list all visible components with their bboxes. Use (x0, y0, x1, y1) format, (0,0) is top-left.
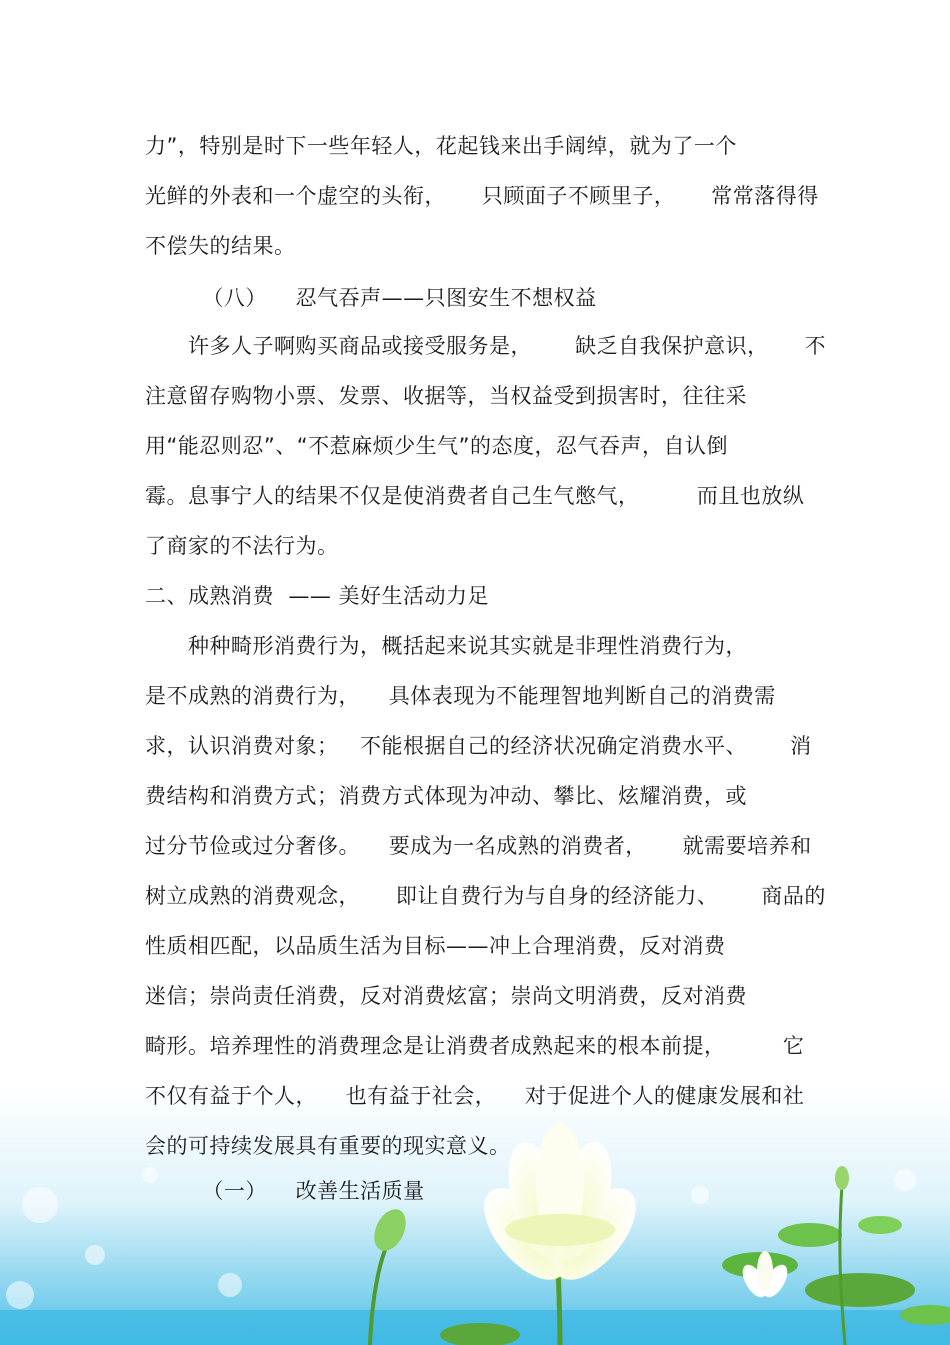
text-line: 过分节俭或过分奢侈。 要成为一名成熟的消费者， 就需要培养和 (145, 834, 812, 858)
text-line: 光鲜的外表和一个虚空的头衔， 只顾面子不顾里子， 常常落得得 (145, 184, 819, 208)
text-line: 性质相匹配，以品质生活为目标——冲上合理消费，反对消费 (145, 934, 726, 958)
section-heading-1: （一） 改善生活质量 (145, 1179, 425, 1203)
text-line: 注意留存购物小票、发票、收据等，当权益受到损害时，往往采 (145, 384, 747, 408)
text-line: 许多人子啊购买商品或接受服务是， 缺乏自我保护意识， 不 (145, 334, 826, 358)
text-line: 求，认识消费对象； 不能根据自己的经济状况确定消费水平、 消 (145, 734, 812, 758)
text-line: 不偿失的结果。 (145, 234, 296, 258)
text-line: 会的可持续发展具有重要的现实意义。 (145, 1134, 511, 1158)
text-line: 树立成熟的消费观念， 即让自费行为与自身的经济能力、 商品的 (145, 884, 826, 908)
text-line: 是不成熟的消费行为， 具体表现为不能理智地判断自己的消费需 (145, 684, 776, 708)
section-heading-8: （八） 忍气吞声——只图安生不想权益 (145, 286, 597, 310)
text-line: 用“能忍则忍”、“不惹麻烦少生气”的态度，忍气吞声，自认倒 (145, 434, 729, 458)
text-line: 不仅有益于个人， 也有益于社会， 对于促进个人的健康发展和社 (145, 1084, 805, 1108)
text-line: 费结构和消费方式；消费方式体现为冲动、攀比、炫耀消费，或 (145, 784, 747, 808)
text-line: 迷信；崇尚责任消费，反对消费炫富；崇尚文明消费，反对消费 (145, 984, 747, 1008)
text-line: 畸形。培养理性的消费理念是让消费者成熟起来的根本前提， 它 (145, 1034, 805, 1058)
text-line: 了商家的不法行为。 (145, 534, 339, 558)
text-line: 霉。息事宁人的结果不仅是使消费者自己生气憋气， 而且也放纵 (145, 484, 805, 508)
text-line: 力”，特别是时下一些年轻人，花起钱来出手阔绰，就为了一个 (145, 134, 737, 158)
text-line: 种种畸形消费行为，概括起来说其实就是非理性消费行为， (145, 634, 748, 658)
section-heading-2: 二、成熟消费 —— 美好生活动力足 (145, 584, 490, 608)
lotus-pond-illustration (0, 1085, 950, 1345)
